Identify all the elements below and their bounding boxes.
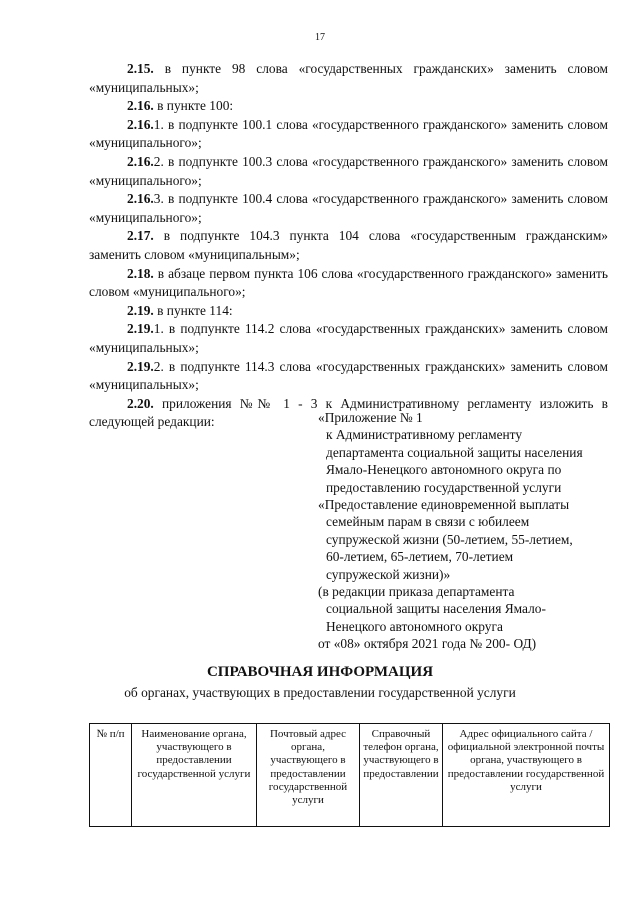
paragraph-text: 2. в подпункте 114.3 слова «государственных гражданских» заменить словом «муниципальных»; [89, 358, 608, 393]
paragraph-number: 2.19. [127, 321, 154, 337]
paragraph-2-16-2 [89, 153, 608, 190]
paragraph-text: в пункте 98 слова «государственных гражданских» заменить словом «муниципальных»; [89, 61, 608, 95]
paragraph-text: 3. в подпункте 100.4 слова «государственного гражданского» заменить словом «муниципального»; [89, 191, 608, 225]
paragraph-number: 2.17. [127, 228, 154, 244]
paragraph-text: в абзаце первом пункта 106 слова «государственного гражданского» заменить словом «муниципального»; [89, 265, 608, 300]
paragraph-2-16-1 [89, 116, 608, 153]
paragraph-text: 1. в подпункте 100.1 слова «государственного гражданского» заменить словом «муниципального»; [89, 116, 608, 151]
paragraph-2-19-1 [89, 320, 608, 357]
paragraph-number: 2.16. [127, 191, 154, 207]
appendix-line: супружеской жизни (50-летием, 55-летием, [326, 531, 573, 547]
paragraph-text: в подпункте 104.3 пункта 104 слова «государственным гражданским» заменить словом «муниципальным»; [89, 228, 608, 262]
appendix-line: предоставлению государственной услуги [326, 479, 562, 495]
paragraph-number: 2.19. [127, 302, 154, 318]
appendix-line: к Административному регламенту [326, 427, 523, 443]
paragraph-text: в пункте 114: [153, 302, 233, 318]
appendix-line: «Приложение № 1 [318, 410, 423, 425]
appendix-line: Ненецкого автономного округа [326, 618, 503, 634]
appendix-line: «Предоставление единовременной выплаты [318, 497, 570, 513]
paragraph-number: 2.20. [127, 395, 154, 411]
column-header-postal-address: Почтовый адрес органа, участвующего в предоставлении государственной услуги [257, 724, 360, 827]
column-header-phone: Справочный телефон органа, участвующего в предоставлении [360, 724, 443, 827]
appendix-line: Ямало-Ненецкого автономного округа по [326, 462, 562, 478]
appendix-header-block [318, 409, 613, 653]
paragraph-text: в пункте 100: [153, 98, 234, 114]
paragraph-number: 2.16. [127, 153, 154, 169]
page-number: 17 [315, 32, 325, 43]
appendix-line: семейным парам в связи с юбилеем [326, 514, 530, 530]
paragraph-2-18 [89, 265, 608, 302]
paragraph-2-16-3 [89, 190, 608, 227]
table-header-row [90, 724, 610, 827]
appendix-line: 60-летием, 65-летием, 70-летием [326, 549, 514, 565]
appendix-line: департамента социальной защиты населения [326, 444, 583, 460]
column-header-organ-name: Наименование органа, участвующего в предоставлении государственной услуги [132, 724, 257, 827]
organizations-table [89, 723, 610, 827]
paragraph-number: 2.18. [127, 265, 154, 281]
reference-title: СПРАВОЧНАЯ ИНФОРМАЦИЯ [206, 664, 434, 680]
paragraph-text: 2. в подпункте 100.3 слова «государственного гражданского» заменить словом «муниципального»; [89, 153, 608, 188]
document-body [89, 60, 608, 432]
paragraph-number: 2.16. [127, 116, 154, 132]
paragraph-number: 2.15. [127, 61, 154, 76]
paragraph-text: приложения №№ 1 - 3 к Административному регламенту изложить в следующей редакции: [89, 395, 608, 430]
appendix-line: социальной защиты населения Ямало- [326, 601, 546, 617]
paragraph-number: 2.16. [127, 98, 154, 114]
column-header-website-email: Адрес официального сайта /официальной электронной почты органа, участвующего в предоставлении государственной услуги [443, 724, 610, 827]
paragraph-text: 1. в подпункте 114.2 слова «государственных гражданских» заменить словом «муниципальных»; [89, 321, 608, 355]
paragraph-2-19-2 [89, 358, 608, 395]
appendix-line: от «08» октября 2021 года № 200- ОД) [318, 636, 537, 652]
reference-subtitle: об органах, участвующих в предоставлении государственной услуги [124, 685, 516, 700]
column-header-number: № п/п [90, 724, 132, 827]
appendix-line: (в редакции приказа департамента [318, 584, 515, 600]
paragraph-2-17 [89, 227, 608, 264]
paragraph-2-16 [89, 97, 608, 116]
appendix-line: супружеской жизни)» [326, 566, 451, 582]
paragraph-2-19 [89, 302, 608, 321]
paragraph-2-15 [89, 60, 608, 97]
paragraph-number: 2.19. [127, 358, 154, 374]
